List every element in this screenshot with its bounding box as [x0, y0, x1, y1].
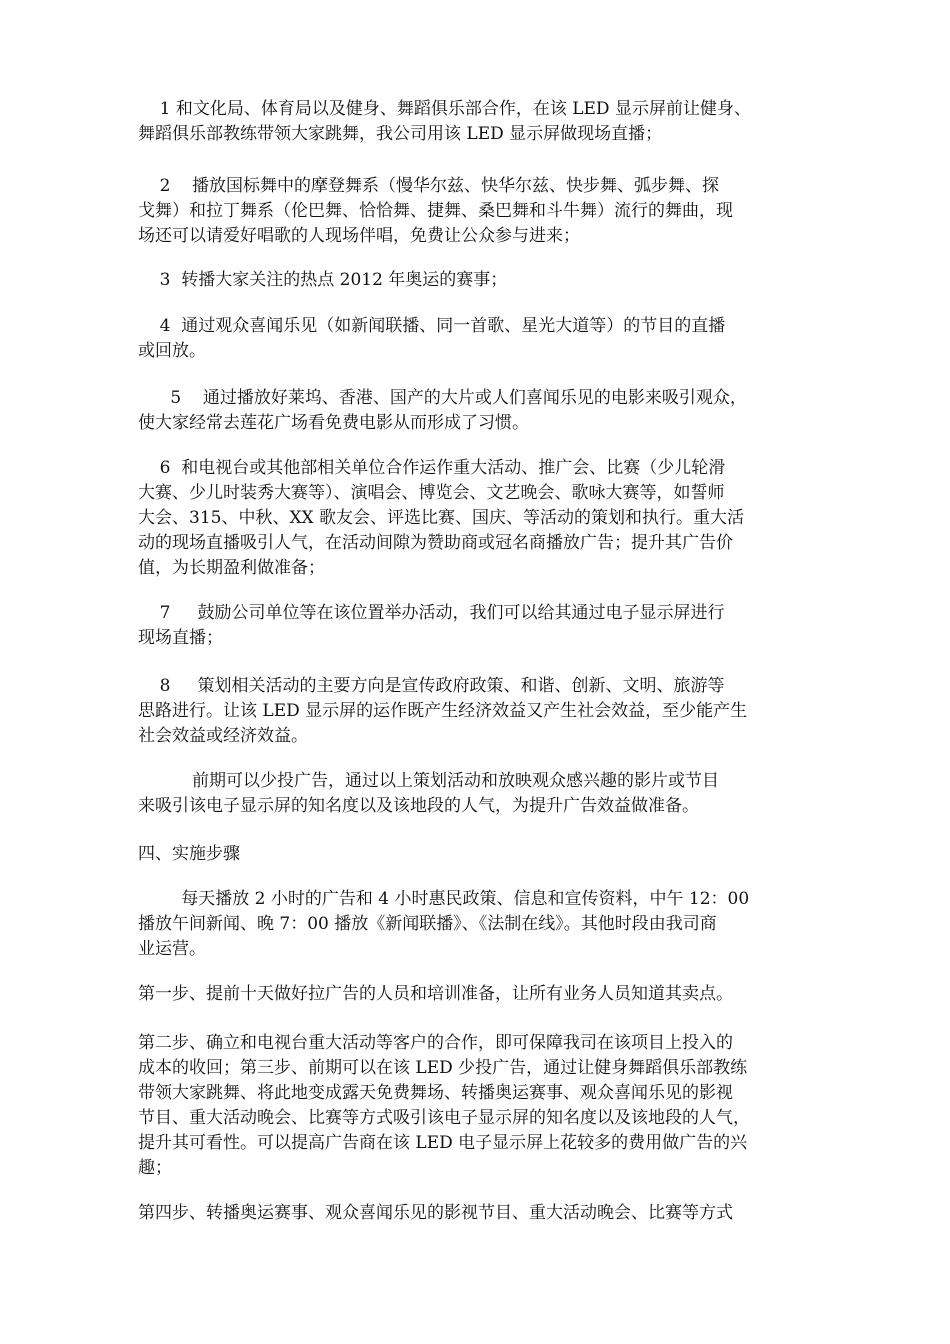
text-line: 来吸引该电子显示屏的知名度以及该地段的人气，为提升广告效益做准备。	[138, 796, 699, 816]
text-line: 每天播放 2 小时的广告和 4 小时惠民政策、信息和宣传资料，中午 12：00	[138, 889, 750, 909]
text-line: 戈舞）和拉丁舞系（伦巴舞、恰恰舞、捷舞、桑巴舞和斗牛舞）流行的舞曲，现	[138, 201, 733, 221]
paragraph-1	[138, 97, 824, 147]
text-line: 舞蹈俱乐部教练带领大家跳舞，我公司用该 LED 显示屏做现场直播；	[138, 124, 663, 144]
text-line: 值，为长期盈利做准备；	[138, 558, 325, 578]
paragraph-7	[138, 601, 824, 651]
text-line: 动的现场直播吸引人气，在活动间隙为赞助商或冠名商播放广告；提升其广告价	[138, 533, 733, 553]
text-line: 6 和电视台或其他部相关单位合作运作重大活动、推广会、比赛（少儿轮滑	[138, 458, 726, 478]
text-line: 使大家经常去莲花广场看免费电影从而形成了习惯。	[138, 413, 529, 433]
text-line: 或回放。	[138, 341, 206, 361]
text-line: 播放午间新闻、晚 7：00 播放《新闻联播》、《法制在线》。其他时段由我司商	[138, 914, 717, 934]
paragraph-8	[138, 674, 824, 749]
paragraph-5	[138, 386, 824, 436]
text-line: 思路进行。让该 LED 显示屏的运作既产生经济效益又产生社会效益，至少能产生	[138, 701, 748, 721]
paragraph-6	[138, 456, 824, 581]
text-line: 节目、重大活动晚会、比赛等方式吸引该电子显示屏的知名度以及该地段的人气，	[138, 1108, 750, 1128]
text-line: 带领大家跳舞、将此地变成露天免费舞场、转播奥运赛事、观众喜闻乐见的影视	[138, 1083, 733, 1103]
paragraph-2	[138, 174, 824, 249]
text-line: 4 通过观众喜闻乐见（如新闻联播、同一首歌、星光大道等）的节目的直播	[138, 316, 726, 336]
heading-line: 四、实施步骤	[138, 844, 240, 864]
text-line: 成本的收回；第三步、前期可以在该 LED 少投广告，通过让健身舞蹈俱乐部教练	[138, 1058, 748, 1078]
text-line: 前期可以少投广告，通过以上策划活动和放映观众感兴趣的影片或节目	[138, 771, 720, 791]
text-line: 场还可以请爱好唱歌的人现场伴唱，免费让公众参与进来；	[138, 226, 580, 246]
section-heading	[138, 842, 824, 867]
paragraph-10	[138, 887, 824, 962]
paragraph-11	[138, 982, 824, 1007]
text-line: 现场直播；	[138, 628, 223, 648]
text-line: 第四步、转播奥运赛事、观众喜闻乐见的影视节目、重大活动晚会、比赛等方式	[138, 1203, 733, 1223]
text-line: 大赛、少儿时装秀大赛等）、演唱会、博览会、文艺晚会、歌咏大赛等，如誓师	[138, 483, 725, 503]
text-line: 业运营。	[138, 939, 206, 959]
text-line: 2 播放国标舞中的摩登舞系（慢华尔兹、快华尔兹、快步舞、弧步舞、探	[138, 176, 720, 196]
text-line: 8 策划相关活动的主要方向是宣传政府政策、和谐、创新、文明、旅游等	[138, 676, 725, 696]
text-line: 提升其可看性。可以提高广告商在该 LED 电子显示屏上花较多的费用做广告的兴	[138, 1133, 748, 1153]
text-line: 第二步、确立和电视台重大活动等客户的合作，即可保障我司在该项目上投入的	[138, 1033, 733, 1053]
paragraph-9	[138, 769, 824, 819]
paragraph-13	[138, 1201, 824, 1226]
paragraph-3	[138, 268, 824, 293]
text-line: 3 转播大家关注的热点 2012 年奥运的赛事；	[138, 270, 508, 290]
text-line: 7 鼓励公司单位等在该位置举办活动，我们可以给其通过电子显示屏进行	[138, 603, 725, 623]
text-line: 社会效益或经济效益。	[138, 726, 308, 746]
text-line: 大会、315、中秋、XX 歌友会、评选比赛、国庆、等活动的策划和执行。重大活	[138, 508, 745, 528]
text-line: 1 和文化局、体育局以及健身、舞蹈俱乐部合作，在该 LED 显示屏前让健身、	[138, 99, 751, 119]
paragraph-12	[138, 1031, 824, 1181]
text-line: 5 通过播放好莱坞、香港、国产的大片或人们喜闻乐见的电影来吸引观众，	[138, 388, 747, 408]
text-line: 第一步、提前十天做好拉广告的人员和培训准备，让所有业务人员知道其卖点。	[138, 984, 733, 1004]
text-line: 趣；	[138, 1158, 172, 1178]
paragraph-4	[138, 314, 824, 364]
